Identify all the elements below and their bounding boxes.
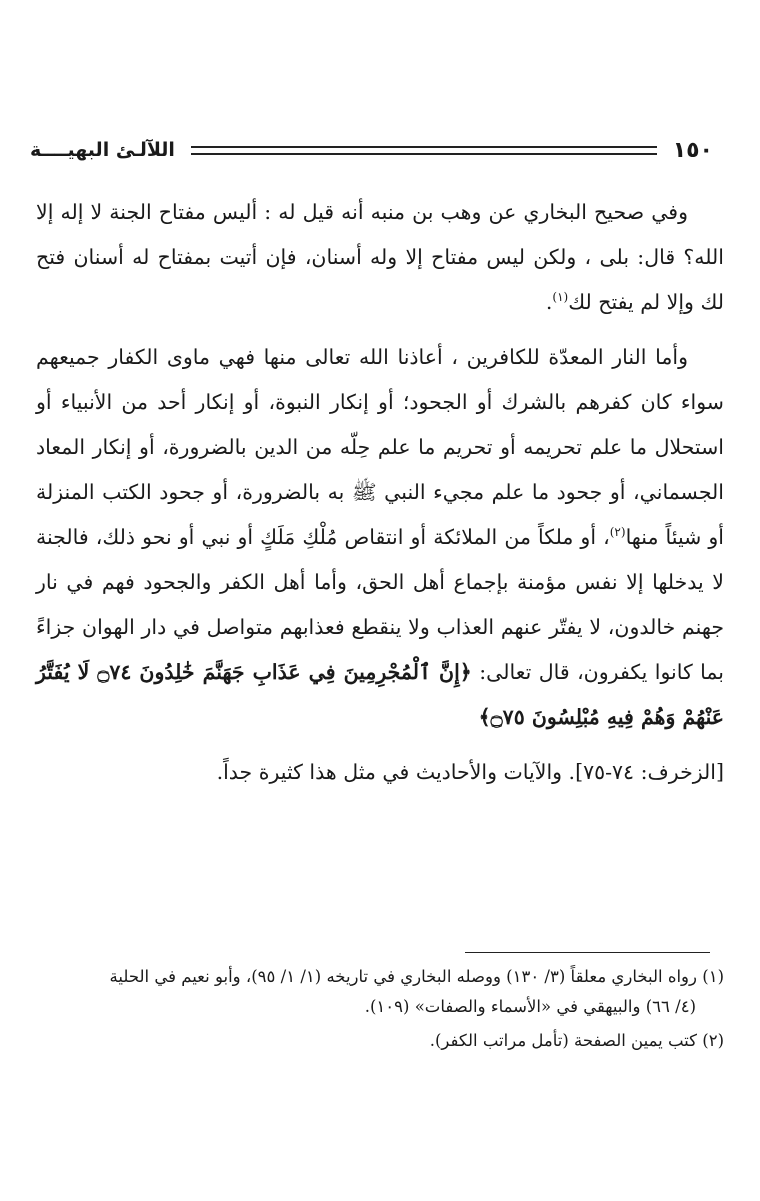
header-rule [191,146,657,155]
paragraph-1 [36,190,724,325]
paragraph-1-end: . [545,290,553,314]
main-text [36,190,724,805]
quran-verse: ﴿إِنَّ ٱلْمُجْرِمِينَ فِي عَذَابِ جَهَنَّمَ خَٰلِدُونَ ۝٧٤ لَا يُفَتَّرُ عَنْهُمْ وَهُمْ فِيهِ مُبْلِسُونَ ۝٧٥﴾ [36,660,724,729]
footnote-1-line-2: (٤/ ٦٦) والبيهقي في «الأسماء والصفات» (١٠٩). [364,997,696,1016]
paragraph-3 [36,750,724,795]
footnote-2-text: (٢) كتب يمين الصفحة (تأمل مراتب الكفر). [429,1031,724,1050]
book-title: اللآلـئ البهيــــة [30,139,175,161]
page-header [30,130,713,170]
footnote-1-line-1: (١) رواه البخاري معلقاً (٣/ ١٣٠) ووصله البخاري في تاريخه (١/ ١/ ٩٥)، وأبو نعيم في الحلية [109,967,724,986]
footnote-ref-1: (١) [552,290,569,305]
footnote-ref-2: (٢) [609,525,626,540]
footnote-separator [465,952,710,953]
paragraph-1-text: وفي صحيح البخاري عن وهب بن منبه أنه قيل له : أليس مفتاح الجنة لا إله إلا الله؟ قال: بلى ، ولكن ليس مفتاح إلا وله أسنان، فإن أتيت بمفتاح له أسنان فتح لك وإلا لم يفتح لك [36,200,725,314]
footnotes [36,962,724,1060]
surah-reference: [الزخرف: ٧٤-٧٥]. والآيات والأحاديث في مثل هذا كثيرة جداً. [216,760,724,784]
footnote-1 [36,962,724,1022]
paragraph-2-text-b: ، أو ملكاً من الملائكة أو انتقاص مُلْكِ مَلَكٍ أو نبي أو نحو ذلك، فالجنة لا يدخلها إلا نفس مؤمنة بإجماع أهل الحق، وأما أهل الكفر والجحود فهم في نار جهنم خالدون، لا يفتّر عنهم العذاب ولا ينقطع فعذابهم متواصل في دار الهوان جزاءً بما كانوا يكفرون، قال تعالى: [36,525,724,684]
paragraph-2 [36,335,724,740]
paragraph-2-text-a: وأما النار المعدّة للكافرين ، أعاذنا الله تعالى منها فهي ماوى الكفار جميعهم سواء كان كفرهم بالشرك أو الجحود؛ أو إنكار النبوة، أو إنكار أحد من الأنبياء أو استحلال ما علم تحريمه أو تحريم ما علم حِلّه من الدين بالضرورة، أو إنكار المعاد الجسماني، أو جحود ما علم مجيء النبي ﷺ به بالضرورة، أو جحود الكتب المنزلة أو شيئاً منها [36,345,724,549]
footnote-2 [36,1026,724,1056]
page-number: ١٥٠ [672,137,713,163]
